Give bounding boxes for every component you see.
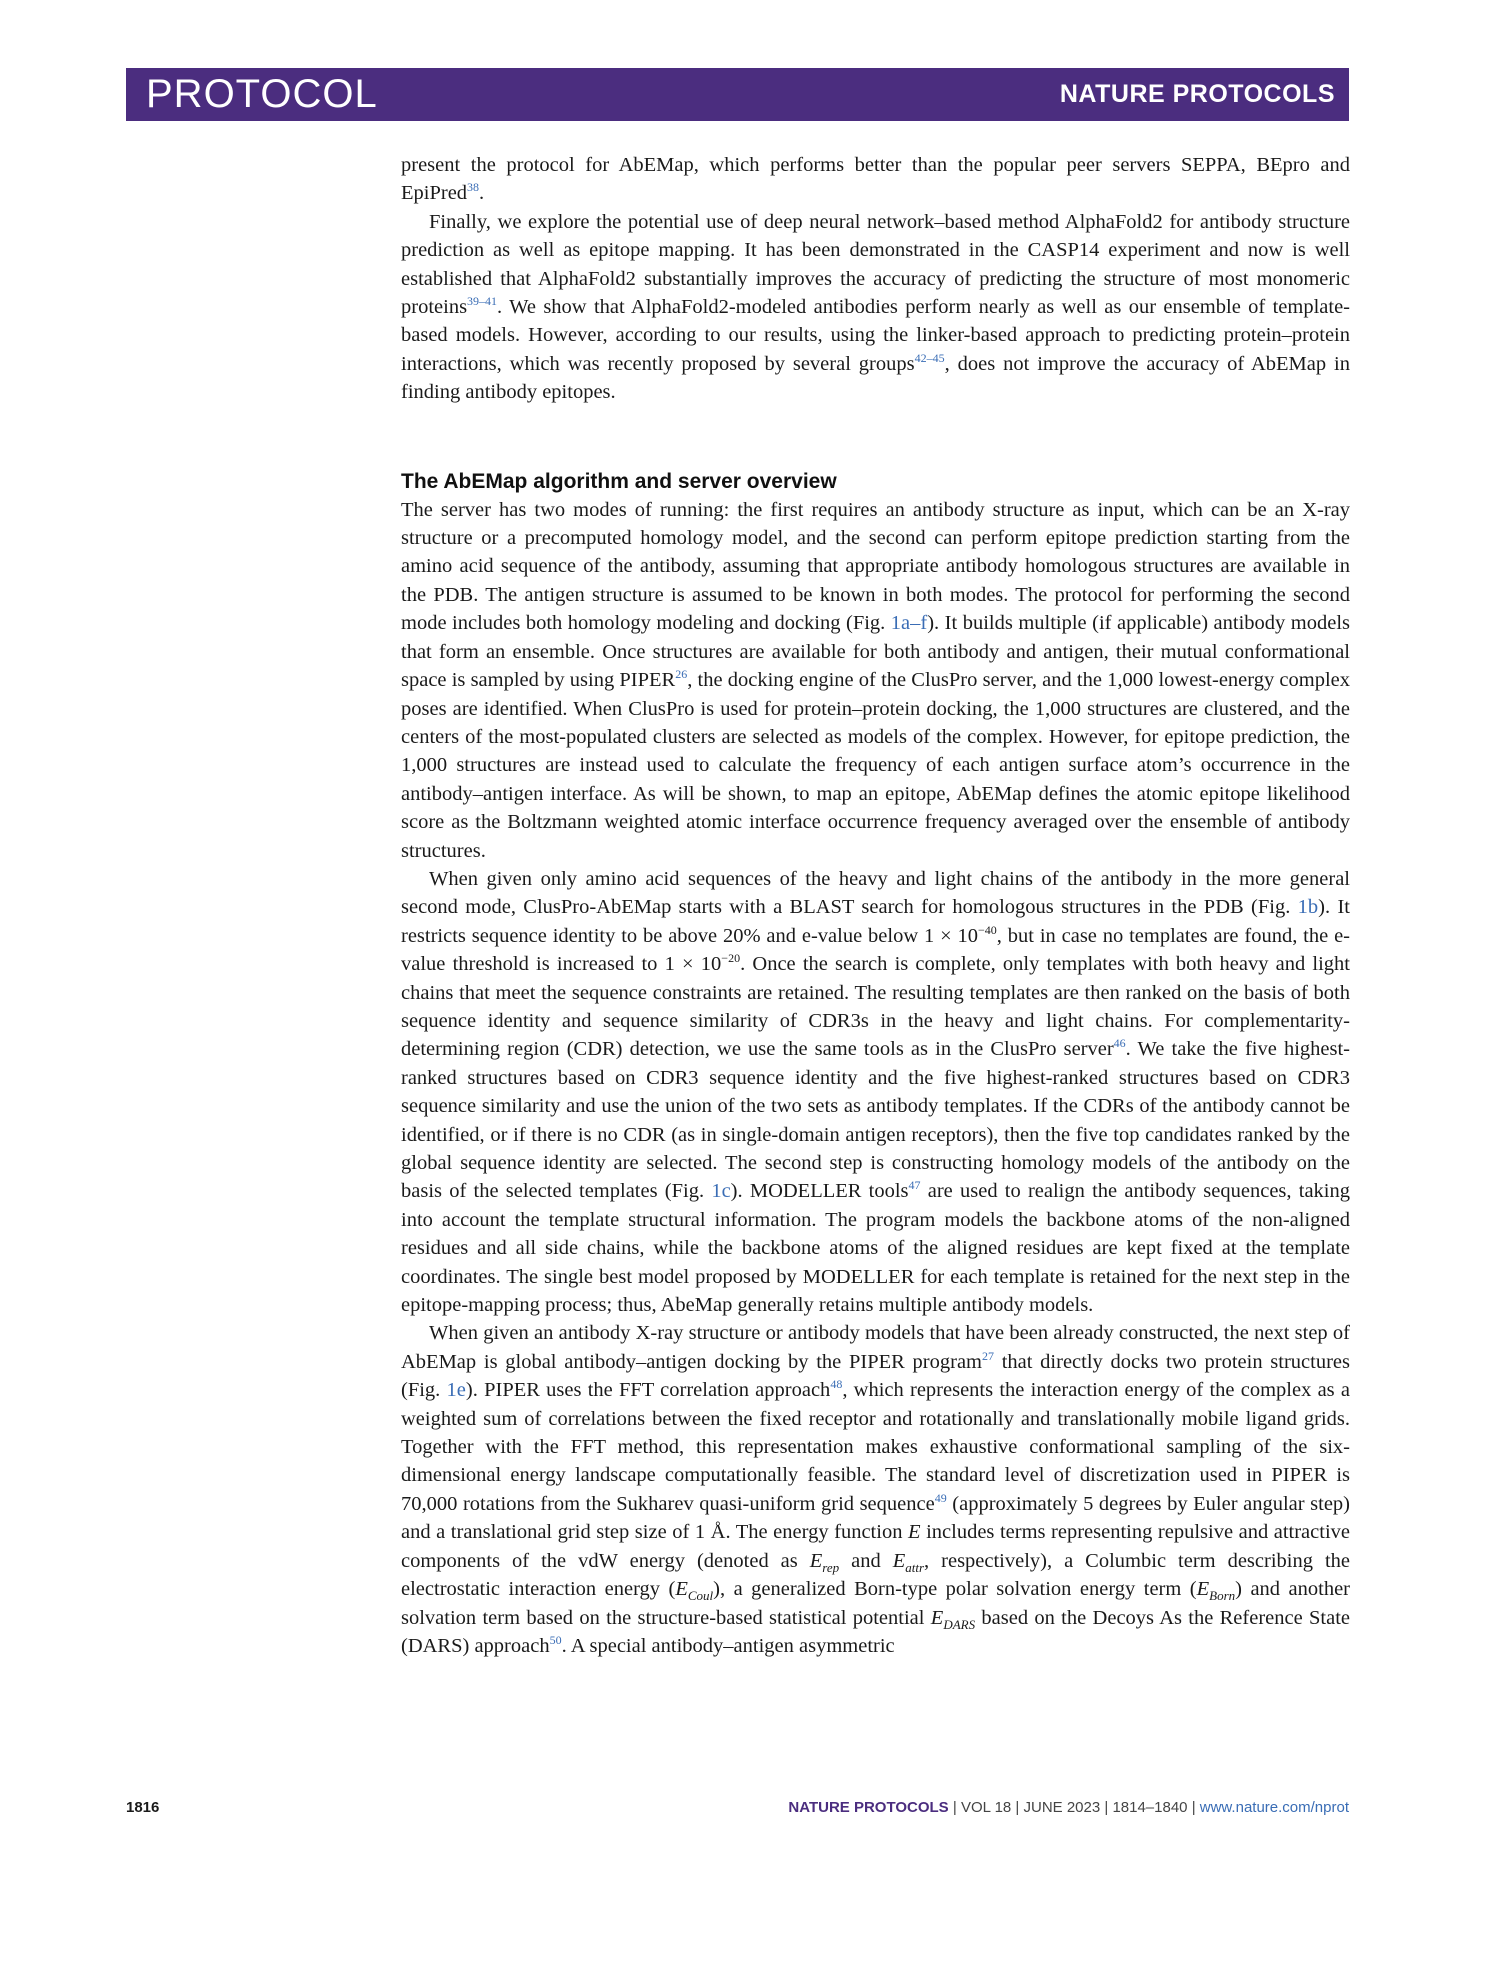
section-label: PROTOCOL [146,72,378,116]
exponent: −20 [721,951,741,966]
variable-e-attr: $E_{attr}$ [892,1549,925,1575]
variable-e-dars: $E_{DARS}$ [930,1606,976,1632]
paragraph-1: present the protocol for AbEMap, which performs better than the popular peer servers SEPPA, BEpro and EpiPred$^{38}$. [401,154,1350,205]
citation-link[interactable]: 39–41 [467,294,498,309]
paragraph-4: When given only amino acid sequences of the heavy and light chains of the antibody in the more general second mode, ClusPro-AbEMap starts with a BLAST search for homologous structures in the PDB (Fig. 1b). It restricts sequence identity to be above 20% and e-value below $1 \times 10^{-40}$, but in case no templates are found, the e-value threshold is increased to $1 \times 10^{-20}$. Once the search is complete, only templates with both heavy and light chains that meet the sequence constraints are retained. The resulting templates are then ranked on the basis of both sequence identity and sequence similarity of CDR3s in the heavy and light chains. For complementarity-determining region (CDR) detection, we use the same tools as in the ClusPro server$^{46}$. We take the five highest-ranked structures based on CDR3 sequence identity and the five highest-ranked structures based on CDR3 sequence similarity and use the union of the two sets as antibody templates. If the CDRs of the antibody cannot be identified, or if there is no CDR (as in single-domain antigen receptors), then the five top candidates ranked by the global sequence identity are selected. The second step is constructing homology models of the antibody on the basis of the selected templates (Fig. 1c). MODELLER tools$^{47}$ are used to realign the antibody sequences, taking into account the template structural information. The program models the backbone atoms of the non-aligned residues and all side chains, while the backbone atoms of the aligned residues are kept fixed at the template coordinates. The single best model proposed by MODELLER for each template is retained for the next step in the epitope-mapping process; thus, AbeMap generally retains multiple antibody models. [401,867,1351,1317]
page-footer [126,1799,1349,1823]
figure-link[interactable]: 1b [1297,896,1319,919]
citation-link[interactable]: 42–45 [914,351,945,366]
variable-e-rep: $E_{rep}$ [809,1549,840,1575]
paragraph-3: The server has two modes of running: the first requires an antibody structure as input, which can be an X-ray structure or a precomputed homology model, and the second can perform epitope prediction starting from the amino acid sequence of the antibody, assuming that appropriate antibody homologous structures are available in the PDB. The antigen structure is assumed to be known in both modes. The protocol for performing the second mode includes both homology modeling and docking (Fig. 1a–f). It builds multiple (if applicable) antibody models that form an ensemble. Once structures are available for both antibody and antigen, their mutual conformational space is sampled by using PIPER$^{26}$, the docking engine of the ClusPro server, and the 1,000 lowest-energy complex poses are identified. When ClusPro is used for protein–protein docking, the 1,000 structures are clustered, and the centers of the most-populated clusters are selected as models of the complex. However, for epitope prediction, the 1,000 structures are instead used to calculate the frequency of each antigen surface atom’s occurrence in the antibody–antigen interface. As will be shown, to map an epitope, AbEMap defines the atomic epitope likelihood score as the Boltzmann weighted atomic interface occurrence frequency averaged over the ensemble of antibody structures. [401,498,1350,862]
citation-link[interactable]: 38 [467,180,480,195]
citation-link[interactable]: 49 [934,1491,947,1506]
citation-link[interactable]: 27 [982,1349,994,1364]
footer-journal: NATURE PROTOCOLS [788,1799,949,1816]
footer-volume: VOL 18 [960,1799,1012,1816]
variable-e-born: $E_{Born}$ [1196,1578,1236,1604]
exponent: −40 [978,922,997,937]
citation-line: NATURE PROTOCOLS | VOL 18 | JUNE 2023 | 1814–1840 | www.nature.com/nprot [788,1799,1349,1816]
figure-link[interactable]: 1e [446,1379,466,1402]
paragraph-2: Finally, we explore the potential use of deep neural network–based method AlphaFold2 for antibody structure prediction as well as epitope mapping. It has been demonstrated in the CASP14 experiment and now is well established that AlphaFold2 substantially improves the accuracy of predicting the structure of most monomeric proteins$^{39-41}$. We show that AlphaFold2-modeled antibodies perform nearly as well as our ensemble of template-based models. However, according to our results, using the linker-based approach to predicting protein–protein interactions, which was recently proposed by several groups$^{42-45}$, does not improve the accuracy of AbEMap in finding antibody epitopes. [401,210,1350,404]
header-bar [126,68,1349,121]
section-heading: The AbEMap algorithm and server overview [401,469,837,493]
figure-link[interactable]: 1a–f [890,612,928,635]
figure-link[interactable]: 1c [711,1180,731,1203]
citation-link[interactable]: 50 [549,1633,562,1648]
footer-date: JUNE 2023 [1023,1799,1101,1816]
variable-e: E [908,1521,921,1544]
footer-url-link[interactable]: www.nature.com/nprot [1199,1799,1349,1816]
journal-label: NATURE PROTOCOLS [1059,80,1335,108]
article-body [401,151,1350,1660]
variable-e-coul: $E_{Coul}$ [675,1578,714,1604]
paragraph-5: When given an antibody X-ray structure or antibody models that have been already constructed, the next step of AbEMap is global antibody–antigen docking by the PIPER program$^{27}$ that directly docks two protein structures (Fig. 1e). PIPER uses the FFT correlation approach$^{48}$, which represents the interaction energy of the complex as a weighted sum of correlations between the fixed receptor and rotationally and translationally mobile ligand grids. Together with the FFT method, this representation makes exhaustive conformational sampling of the six-dimensional energy landscape computationally feasible. The standard level of discretization used in PIPER is 70,000 rotations from the Sukharev quasi-uniform grid sequence$^{49}$ (approximately 5 degrees by Euler angular step) and a translational grid step size of 1 Å. The energy function E includes terms representing repulsive and attractive components of the vdW energy (denoted as $E_{rep}$ and $E_{attr}$, respectively), a Columbic term describing the electrostatic interaction energy $(E_{Coul})$, a generalized Born-type polar solvation energy term $(E_{Born})$ and another solvation term based on the structure-based statistical potential $E_{DARS}$ based on the Decoys As the Reference State (DARS) approach$^{50}$. A special antibody–antigen asymmetric [401,1322,1350,1657]
citation-link[interactable]: 26 [675,667,688,682]
citation-link[interactable]: 46 [1113,1036,1126,1051]
page-number: 1816 [126,1799,160,1816]
citation-link[interactable]: 47 [908,1178,921,1193]
footer-pages: 1814–1840 [1112,1799,1188,1816]
citation-link[interactable]: 48 [830,1377,843,1392]
